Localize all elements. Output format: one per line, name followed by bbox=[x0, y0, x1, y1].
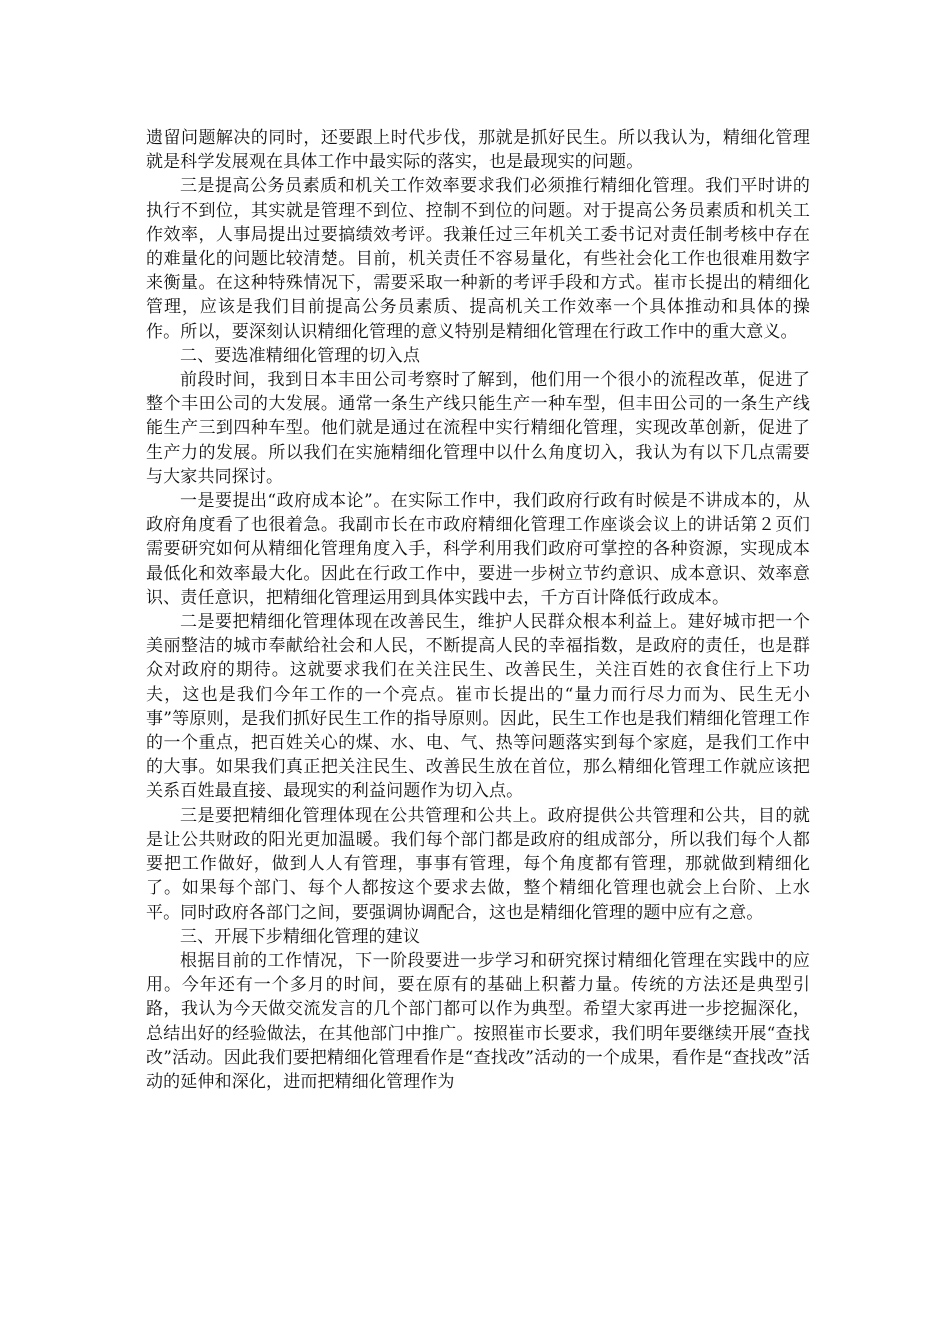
paragraph-suggestions: 根据目前的工作情况，下一阶段要进一步学习和研究探讨精细化管理在实践中的应用。今年还有一个多月的时间，要在原有的基础上积蓄力量。传统的方法还是典型引路，我认为今天做交流发言的几个部门都可以作为典型。希望大家再进一步挖掘深化，总结出好的经验做法，在其他部门中推广。按照崔市长要求，我们明年要继续开展“查找改”活动。因此我们要把精细化管理看作是“查找改”活动的一个成果，看作是“查找改”活动的延伸和深化，进而把精细化管理作为 bbox=[146, 950, 810, 1092]
paragraph-livelihood: 二是要把精细化管理体现在改善民生，维护人民群众根本利益上。建好城市把一个美丽整洁的城市奉献给社会和人民，不断提高人民的幸福指数，是政府的责任，也是群众对政府的期待。这就要求我们在关注民生、改善民生，关注百姓的衣食住行上下功夫，这也是我们今年工作的一个亮点。崔市长提出的“量力而行尽力而为、民生无小事”等原则，是我们抓好民生工作的指导原则。因此，民生工作也是我们精细化管理工作的一个重点，把百姓关心的煤、水、电、气、热等问题落实到每个家庭，是我们工作中的大事。如果我们真正把关注民生、改善民生放在首位，那么精细化管理工作就应该把关系百姓最直接、最现实的利益问题作为切入点。 bbox=[146, 612, 810, 802]
paragraph-third-point: 三是提高公务员素质和机关工作效率要求我们必须推行精细化管理。我们平时讲的执行不到位，其实就是管理不到位、控制不到位的问题。对于提高公务员素质和机关工作效率，人事局提出过要搞绩效考评。我兼任过三年机关工委书记对责任制考核中存在的难量化的问题比较清楚。目前，机关责任不容易量化，有些社会化工作也很难用数字来衡量。在这种特殊情况下，需要采取一种新的考评手段和方式。崔市长提出的精细化管理，应该是我们目前提高公务员素质、提高机关工作效率一个具体推动和具体的操作。所以，要深刻认识精细化管理的意义特别是精细化管理在行政工作中的重大意义。 bbox=[146, 176, 810, 342]
paragraph-public-management: 三是要把精细化管理体现在公共管理和公共上。政府提供公共管理和公共，目的就是让公共财政的阳光更加温暖。我们每个部门都是政府的组成部分，所以我们每个人都要把工作做好，做到人人有管理，事事有管理，每个角度都有管理，那就做到精细化了。如果每个部门、每个人都按这个要求去做，整个精细化管理也就会上台阶、上水平。同时政府各部门之间，要强调协调配合，这也是精细化管理的题中应有之意。 bbox=[146, 805, 810, 923]
paragraph-continuation: 遗留问题解决的同时，还要跟上时代步伐，那就是抓好民生。所以我认为，精细化管理就是科学发展观在具体工作中最实际的落实，也是最现实的问题。 bbox=[146, 128, 810, 173]
paragraph-government-cost: 一是要提出“政府成本论”。在实际工作中，我们政府行政有时候是不讲成本的，从政府角度看了也很着急。我副市长在市政府精细化管理工作座谈会议上的讲话第２页们需要研究如何从精细化管理角度入手，科学利用我们政府可掌控的各种资源，实现成本最低化和效率最大化。因此在行政工作中，要进一步树立节约意识、成本意识、效率意识、责任意识，把精细化管理运用到具体实践中去，千方百计降低行政成本。 bbox=[146, 491, 810, 608]
section-heading-three: 三、开展下步精细化管理的建议 bbox=[180, 926, 421, 947]
document-body bbox=[146, 126, 810, 1094]
section-heading-two: 二、要选准精细化管理的切入点 bbox=[180, 345, 421, 366]
paragraph-toyota-example: 前段时间，我到日本丰田公司考察时了解到，他们用一个很小的流程改革，促进了整个丰田公司的大发展。通常一条生产线只能生产一种车型，但丰田公司的一条生产线能生产三到四种车型。他们就是通过在流程中实行精细化管理，实现改革创新，促进了生产力的发展。所以我们在实施精细化管理中以什么角度切入，我认为有以下几点需要与大家共同探讨。 bbox=[146, 370, 810, 487]
